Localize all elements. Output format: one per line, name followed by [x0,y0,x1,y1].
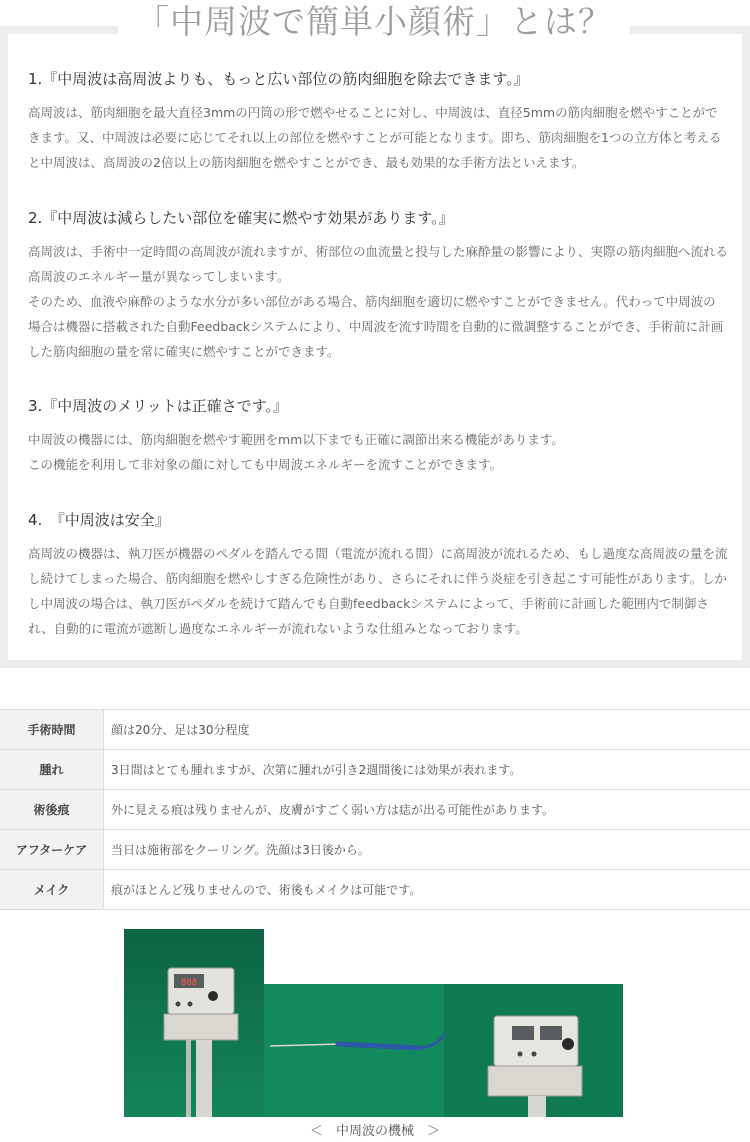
device-photo-stand [124,929,264,1117]
row-value: 顔は20分、足は30分程度 [104,710,750,750]
handpiece-photo [264,984,446,1117]
section-heading: 1.『中周波は高周波よりも、もっと広い部位の筋肉細胞を除去できます。』 [28,70,529,88]
row-label: 腫れ [0,750,104,790]
row-value: 外に見える痕は残りませんが、皮膚がすごく弱い方は痣が出る可能性があります。 [104,790,750,830]
page-title: 「中周波で簡単小顔術」とは？ [118,0,630,44]
row-value: 当日は施術部をクーリング。洗顔は3日後から。 [104,830,750,870]
row-label: 術後痕 [0,790,104,830]
row-label: アフターケア [0,830,104,870]
row-label: 手術時間 [0,710,104,750]
section-paragraph: この機能を利用して非対象の顔に対しても中周波エネルギーを流すことができます。 [28,457,503,472]
device-display-readout: 888 [180,978,198,988]
section-heading: 3.『中周波のメリットは正確さです。』 [28,397,289,415]
section-paragraph: そのため、血液や麻酔のような水分が多い部位がある場合、筋肉細胞を適切に燃やすことができません。代わって中周波の場合は機器に搭載された自動Feedbackシステムにより、中周波を流す時間を自動的に微調整することができ、手術前に計画した筋肉細胞の量を常に確実に燃やすことができます。 [28,294,724,359]
row-label: メイク [0,870,104,910]
section-heading: 4. 『中周波は安全』 [28,511,170,529]
row-value: 痕がほとんど残りませんので、術後もメイクは可能です。 [104,870,750,910]
photo-caption: ＜ 中周波の機械 ＞ [309,1124,440,1139]
section-paragraph: 高周波の機器は、執刀医が機器のペダルを踏んでる間（電流が流れる間）に高周波が流れるため、もし過度な高周波の量を流し続けてしまった場合、筋肉細胞を燃やしすぎる危険性があり、さらにそれに伴う炎症を引き起こす可能性があります。しかし中周波の場合は、執刀医がペダルを続けて踏んでも自動feedbackシステムによって、手術前に計画した範囲内で制御され、自動的に電流が遮断し過度なエネルギーが流れないような仕組みとなっております。 [28,546,728,636]
device-photo-closeup [444,984,623,1117]
row-value: 3日間はとても腫れますが、次第に腫れが引き2週間後には効果が表れます。 [104,750,750,790]
section-paragraph: 高周波は、筋肉細胞を最大直径3mmの円筒の形で燃やせることに対し、中周波は、直径5mmの筋肉細胞を燃やすことができます。又、中周波は必要に応じてそれ以上の部位を燃やすことが可能となります。即ち、筋肉細胞を1つの立方体と考えると中周波は、高周波の2倍以上の筋肉細胞を燃やすことができ、最も効果的な手術方法といえます。 [28,105,722,170]
section-heading: 2.『中周波は減らしたい部位を確実に燃やす効果があります。』 [28,209,454,227]
section-paragraph: 中周波の機器には、筋肉細胞を燃やす範囲をmm以下までも正確に調節出来る機能があります。 [28,432,564,447]
section-paragraph: 高周波は、手術中一定時間の高周波が流れますが、術部位の血流量と投与した麻酔量の影響により、実際の筋肉細胞へ流れる高周波のエネルギー量が異なってしまいます。 [28,244,729,284]
